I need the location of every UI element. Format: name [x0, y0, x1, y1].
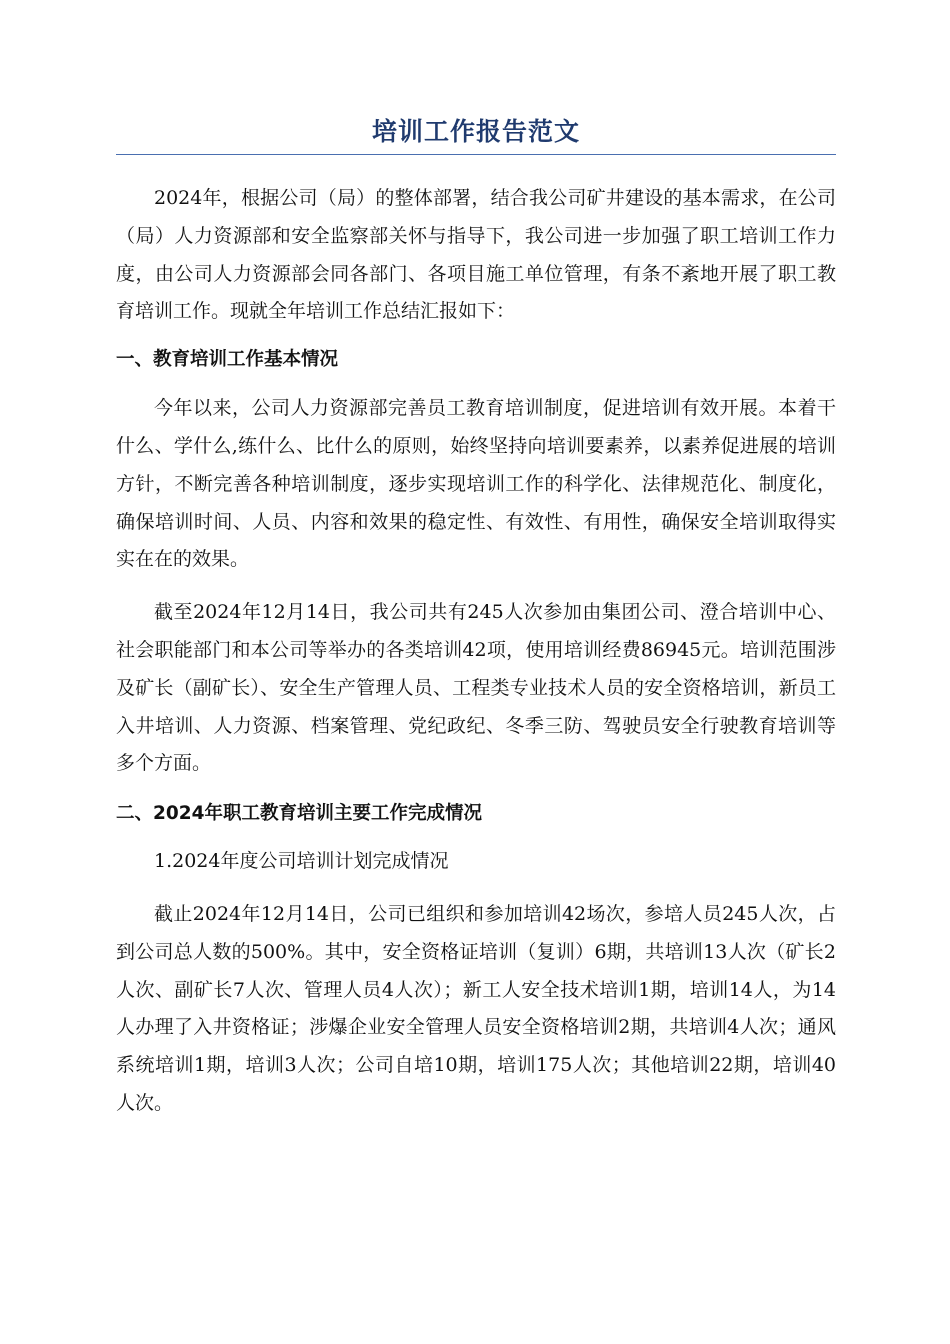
- document-body: [116, 112, 836, 1123]
- section-2-subheading: 1.2024年度公司培训计划完成情况: [154, 850, 449, 873]
- section-2-paragraph: 截止2024年12月14日，公司已组织和参加培训42场次，参培人员245人次，占到公司总人数的500%。其中，安全资格证培训（复训）6期，共培训13人次（矿长2人次、副矿长7人次、管理人员4人次）；新工人安全技术培训1期，培训14人，为14人办理了入井资格证；涉爆企业安全管理人员安全资格培训2期，共培训4人次；通风系统培训1期，培训3人次；公司自培10期，培训175人次；其他培训22期，培训40人次。: [116, 902, 836, 1114]
- section-1-paragraph-1: 今年以来，公司人力资源部完善员工教育培训制度，促进培训有效开展。本着干什么、学什么,练什么、比什么的原则，始终坚持向培训要素养，以素养促进展的培训方针，不断完善各种培训制度，逐步实现培训工作的科学化、法律规范化、制度化，确保培训时间、人员、内容和效果的稳定性、有效性、有用性，确保安全培训取得实实在在的效果。: [116, 397, 836, 571]
- title-underline: [116, 154, 836, 155]
- document-title: 培训工作报告范文: [371, 117, 580, 146]
- intro-paragraph: 2024年，根据公司（局）的整体部署，结合我公司矿井建设的基本需求，在公司（局）人力资源部和安全监察部关怀与指导下，我公司进一步加强了职工培训工作力度，由公司人力资源部会同各部门、各项目施工单位管理，有条不紊地开展了职工教育培训工作。现就全年培训工作总结汇报如下：: [116, 187, 836, 323]
- section-1-heading: 一、教育培训工作基本情况: [116, 349, 339, 371]
- section-1-paragraph-2: 截至2024年12月14日，我公司共有245人次参加由集团公司、澄合培训中心、社会职能部门和本公司等举办的各类培训42项，使用培训经费86945元。培训范围涉及矿长（副矿长）、安全生产管理人员、工程类专业技术人员的安全资格培训，新员工入井培训、人力资源、档案管理、党纪政纪、冬季三防、驾驶员安全行驶教育培训等多个方面。: [116, 601, 836, 775]
- section-2-heading: 二、2024年职工教育培训主要工作完成情况: [116, 803, 482, 825]
